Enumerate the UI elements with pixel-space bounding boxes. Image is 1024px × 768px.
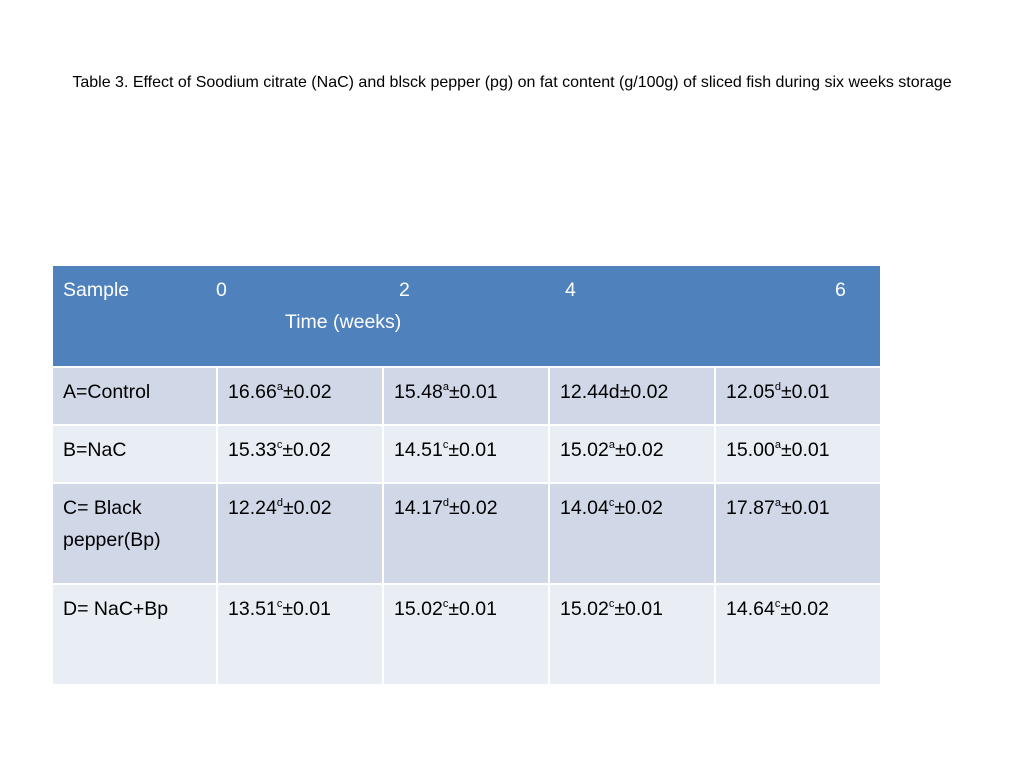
row-sample-label: D= NaC+Bp — [52, 584, 217, 685]
table-cell: 14.17$^d$±0.02 — [383, 483, 549, 584]
row-sample-label: B=NaC — [52, 425, 217, 483]
table-header-cell — [52, 265, 881, 367]
header-sample-label: Sample — [63, 279, 130, 301]
table-cell: 15.02$^c$±0.01 — [383, 584, 549, 685]
fat-content-table — [51, 264, 882, 686]
table-row — [52, 584, 881, 685]
table-header-row — [52, 265, 881, 367]
row-sample-label: A=Control — [52, 367, 217, 425]
table-cell: 15.00$^a$±0.01 — [715, 425, 881, 483]
table-cell: 12.44d±0.02 — [549, 367, 715, 425]
table-cell: 15.48$^a$±0.01 — [383, 367, 549, 425]
table-row — [52, 425, 881, 483]
table-cell: 15.02$^c$±0.01 — [549, 584, 715, 685]
table-cell: 14.04$^c$±0.02 — [549, 483, 715, 584]
header-week-0: 0 — [216, 279, 227, 301]
table-cell: 14.64$^c$±0.02 — [715, 584, 881, 685]
table-row — [52, 483, 881, 584]
table-cell: 13.51$^c$±0.01 — [217, 584, 383, 685]
table-cell: 12.05$^d$±0.01 — [715, 367, 881, 425]
header-week-2: 2 — [399, 279, 410, 301]
table-cell: 15.02$^a$±0.02 — [549, 425, 715, 483]
table-cell: 12.24$^d$±0.02 — [217, 483, 383, 584]
table-cell: 15.33$^c$±0.02 — [217, 425, 383, 483]
table-row — [52, 367, 881, 425]
table-cell: 14.51$^c$±0.01 — [383, 425, 549, 483]
table-cell: 16.66$^a$±0.02 — [217, 367, 383, 425]
header-week-6: 6 — [835, 279, 846, 301]
table-title: Table 3. Effect of Soodium citrate (NaC) and blsck pepper (pg) on fat content (g/100g) of sliced fish during six weeks storage — [72, 74, 952, 91]
row-sample-label: C= Black pepper(Bp) — [52, 483, 217, 584]
table-cell: 17.87$^a$±0.01 — [715, 483, 881, 584]
header-week-4: 4 — [565, 279, 576, 301]
header-time-label: Time (weeks) — [285, 311, 402, 333]
